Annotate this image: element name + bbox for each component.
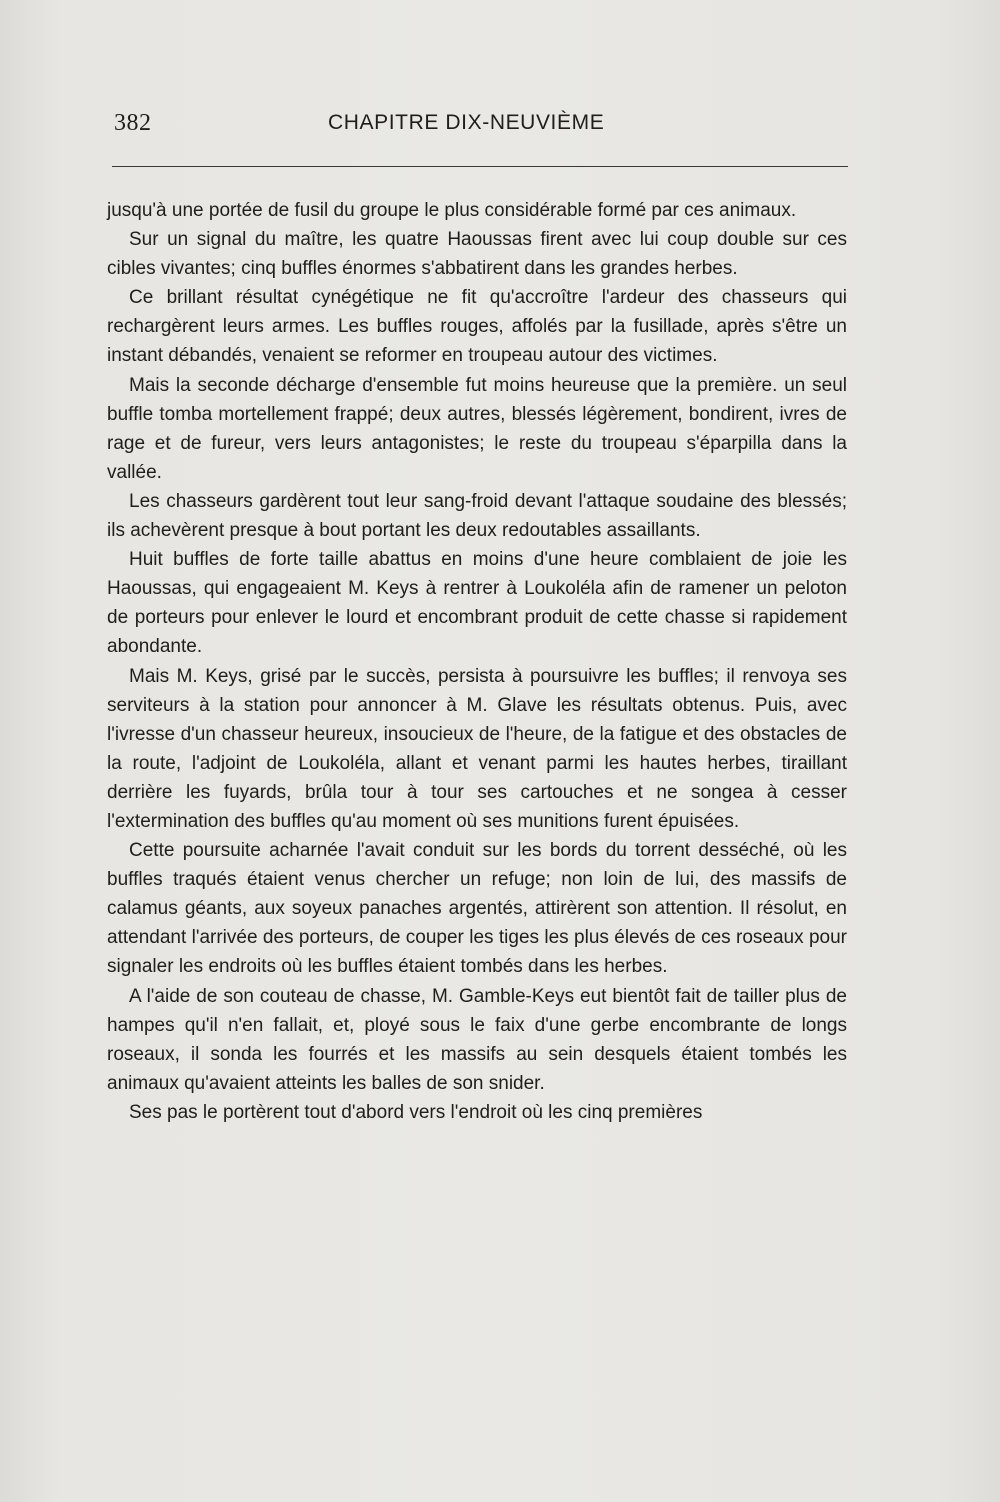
paragraph: Mais la seconde décharge d'ensemble fut moins heureuse que la première. un seul buffle tomba mortellement frappé; deux autres, blessés légèrement, bondirent, ivres de rage et de fureur, vers leurs antagonistes; le reste du troupeau s'éparpilla dans la vallée. (107, 374, 847, 483)
page-number: 382 (114, 110, 152, 136)
running-title: CHAPITRE DIX-NEUVIÈME (328, 111, 605, 134)
paragraph: Huit buffles de forte taille abattus en moins d'une heure comblaient de joie les Haoussas, qui engageaient M. Keys à rentrer à Loukoléla afin de ramener un peloton de porteurs pour enlever le lourd et encombrant produit de cette chasse si rapidement abondante. (107, 549, 847, 658)
paragraph: Ses pas le portèrent tout d'abord vers l'endroit où les cinq premières (129, 1101, 703, 1123)
paragraph: Ce brillant résultat cynégétique ne fit qu'accroître l'ardeur des chasseurs qui rechargèrent leurs armes. Les buffles rouges, affolés par la fusillade, après s'être un instant débandés, venaient se reformer en troupeau autour des victimes. (107, 287, 847, 367)
body-text (107, 196, 847, 1127)
paragraph: Sur un signal du maître, les quatre Haoussas firent avec lui coup double sur ces cibles vivantes; cinq buffles énormes s'abbatirent dans les grandes herbes. (107, 229, 847, 280)
paragraph: Les chasseurs gardèrent tout leur sang-froid devant l'attaque soudaine des blessés; ils achevèrent presque à bout portant les deux redoutables assaillants. (107, 490, 847, 542)
paragraph: A l'aide de son couteau de chasse, M. Gamble-Keys eut bientôt fait de tailler plus de hampes qu'il n'en fallait, et, ployé sous le faix d'une gerbe encombrante de longs roseaux, il sonda les fourrés et les massifs au sein desquels étaient tombés les animaux qu'avaient atteints les balles de son snider. (107, 985, 847, 1094)
header-rule (112, 166, 848, 167)
paragraph: Cette poursuite acharnée l'avait conduit sur les bords du torrent desséché, où les buffles traqués étaient venus chercher un refuge; non loin de lui, des massifs de calamus géants, aux soyeux panaches argentés, attirèrent son attention. Il résolut, en attendant l'arrivée des porteurs, de couper les tiges les plus élevés de ces roseaux pour signaler les endroits où les buffles étaient tombés dans les herbes. (107, 840, 847, 978)
page-header (112, 108, 848, 144)
paragraph: Mais M. Keys, grisé par le succès, persista à poursuivre les buffles; il renvoya ses serviteurs à la station pour annoncer à M. Glave les résultats obtenus. Puis, avec l'ivresse d'un chasseur heureux, insoucieux de l'heure, de la fatigue et des obstacles de la route, l'adjoint de Loukoléla, allant et venant parmi les hautes herbes, tiraillant derrière les fuyards, brûla tour à tour ses cartouches et ne songea à cesser l'extermination des buffles qu'au moment où ses munitions furent épuisées. (107, 665, 847, 832)
paragraph: jusqu'à une portée de fusil du groupe le plus considérable formé par ces animaux. (107, 200, 797, 221)
